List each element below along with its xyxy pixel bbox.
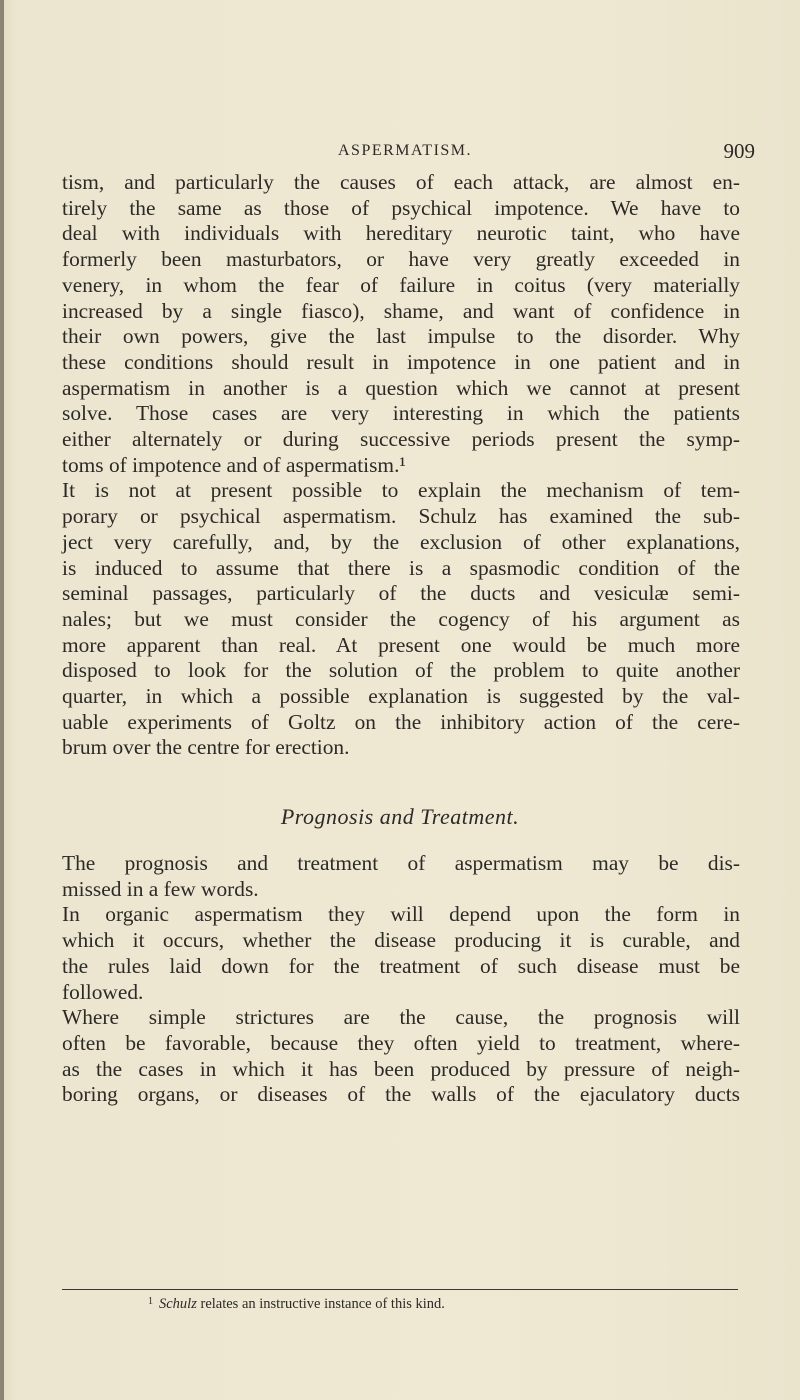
text-line: often be favorable, because they often yield to treatment, where- (62, 1030, 740, 1055)
footnote (148, 1296, 445, 1313)
text-line: either alternately or during successive periods present the symp- (62, 427, 740, 452)
text-line: which it occurs, whether the disease producing it is curable, and (62, 928, 740, 953)
text-line: brum over the centre for erection. (62, 735, 350, 760)
footnote-rule (62, 1289, 738, 1290)
running-title: ASPERMATISM. (338, 142, 473, 159)
text-line: missed in a few words. (62, 876, 259, 901)
page-number: 909 (723, 139, 755, 163)
text-line: In organic aspermatism they will depend upon the form in (62, 902, 740, 927)
text-line: tism, and particularly the causes of each attack, are almost en- (62, 170, 740, 194)
text-line: nales; but we must consider the cogency of his argument as (62, 606, 740, 631)
text-line: aspermatism in another is a question which we cannot at present (62, 375, 740, 400)
text-line: quarter, in which a possible explanation is suggested by the val- (62, 684, 740, 709)
footnote-author: Schulz (159, 1296, 197, 1312)
text-line: porary or psychical aspermatism. Schulz has examined the sub- (62, 504, 740, 529)
text-line: more apparent than real. At present one would be much more (62, 632, 740, 657)
text-line: uable experiments of Goltz on the inhibitory action of the cere- (62, 709, 740, 734)
text-line: toms of impotence and of aspermatism.¹ (62, 452, 406, 477)
text-line: as the cases in which it has been produced by pressure of neigh- (62, 1056, 740, 1081)
text-line: It is not at present possible to explain the mechanism of tem- (62, 478, 740, 503)
text-line: their own powers, give the last impulse to the disorder. Why (62, 324, 740, 349)
footnote-marker: 1 (148, 1296, 153, 1307)
text-line: formerly been masturbators, or have very greatly exceeded in (62, 247, 740, 272)
page-header (60, 139, 755, 166)
text-line: tirely the same as those of psychical impotence. We have to (62, 195, 740, 220)
footnote-text: relates an instructive instance of this kind. (196, 1296, 445, 1312)
text-line: the rules laid down for the treatment of such disease must be (62, 953, 740, 978)
text-line: followed. (62, 979, 144, 1004)
body-text-lower (62, 851, 740, 1108)
text-line: The prognosis and treatment of aspermatism may be dis- (62, 851, 740, 875)
text-line: increased by a single fiasco), shame, and want of confidence in (62, 298, 740, 323)
body-text-upper (62, 170, 740, 761)
text-line: solve. Those cases are very interesting in which the patients (62, 401, 740, 426)
text-line: ject very carefully, and, by the exclusion of other explanations, (62, 529, 740, 554)
paragraph-3 (62, 851, 740, 902)
paragraph-5 (62, 1005, 740, 1108)
section-heading: Prognosis and Treatment. (280, 804, 520, 829)
text-line: disposed to look for the solution of the problem to quite another (62, 658, 740, 683)
text-line: deal with individuals with hereditary neurotic taint, who have (62, 221, 740, 246)
page-binding-edge (0, 0, 4, 1400)
text-line: is induced to assume that there is a spasmodic condition of the (62, 555, 740, 580)
paragraph-2 (62, 478, 740, 761)
text-line: seminal passages, particularly of the ducts and vesiculæ semi- (62, 581, 740, 606)
text-line: Where simple strictures are the cause, the prognosis will (62, 1005, 740, 1030)
paragraph-4 (62, 902, 740, 1005)
paragraph-1 (62, 170, 740, 478)
text-line: boring organs, or diseases of the walls of the ejaculatory ducts (62, 1082, 740, 1107)
text-line: these conditions should result in impotence in one patient and in (62, 349, 740, 374)
text-line: venery, in whom the fear of failure in coitus (very materially (62, 272, 740, 297)
